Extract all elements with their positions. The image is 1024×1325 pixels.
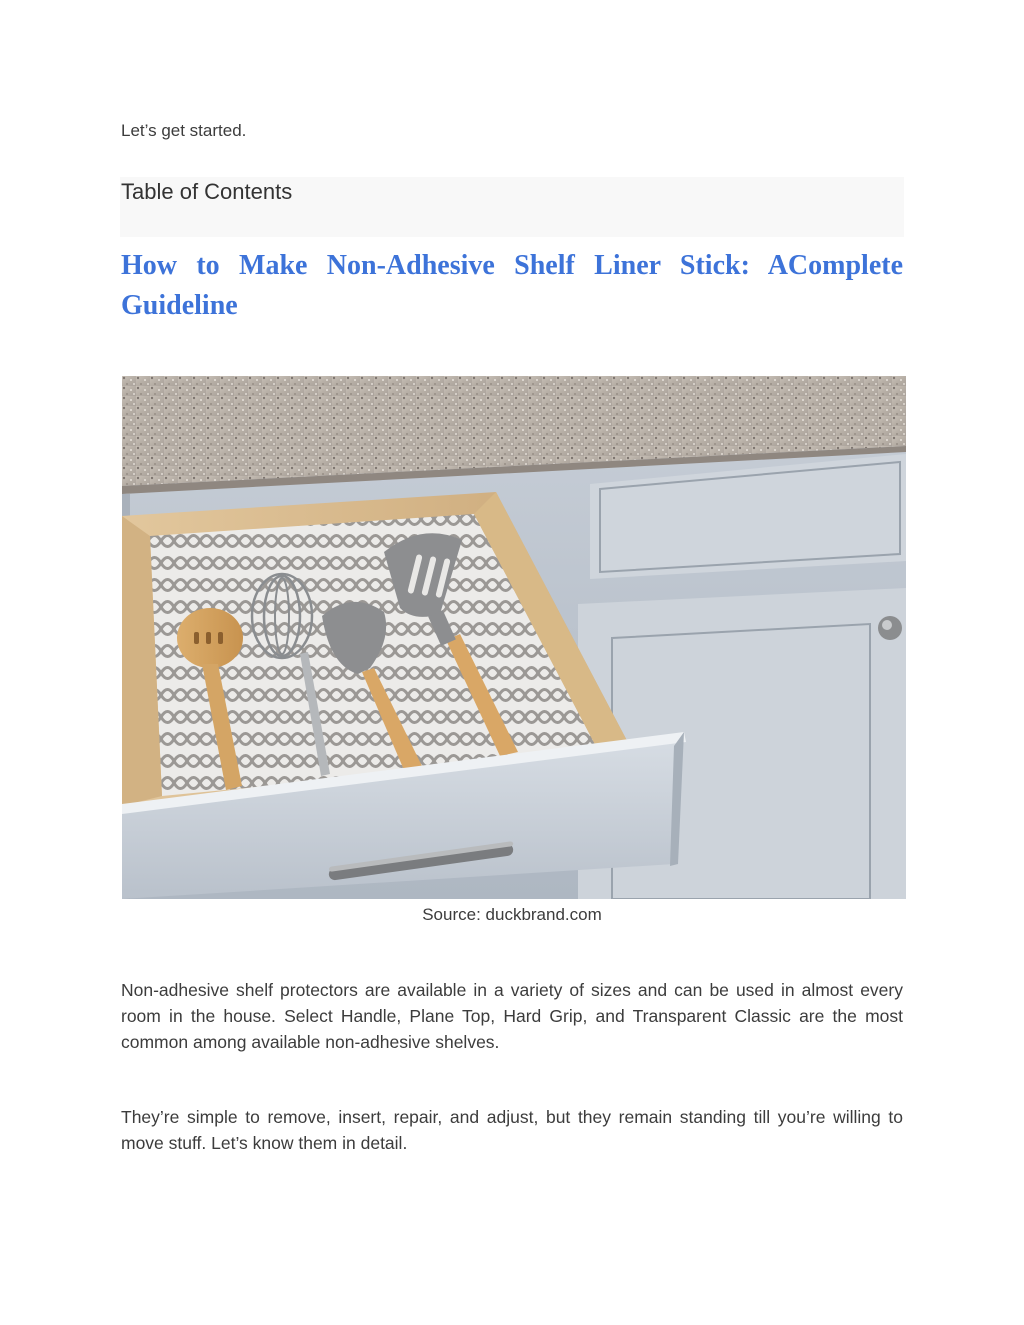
body-paragraph-1: Non-adhesive shelf protectors are available in a variety of sizes and can be used in almost every room in the house. Select Handle, Plane Top, Hard Grip, and Transparent Classic are the most common among available non-adhesive shelves. <box>121 980 903 1052</box>
image-caption: Source: duckbrand.com <box>422 905 602 924</box>
body-paragraph-2: They’re simple to remove, insert, repair, and adjust, but they remain standing till you’re willing to move stuff. Let’s know them in detail. <box>121 1107 903 1153</box>
table-of-contents[interactable] <box>120 177 904 237</box>
intro-text: Let’s get started. <box>121 121 247 140</box>
toc-title: Table of Contents <box>121 179 293 204</box>
article-photo <box>122 376 906 899</box>
article-title: How to Make Non-Adhesive Shelf Liner Stick: AComplete Guideline <box>121 250 903 321</box>
